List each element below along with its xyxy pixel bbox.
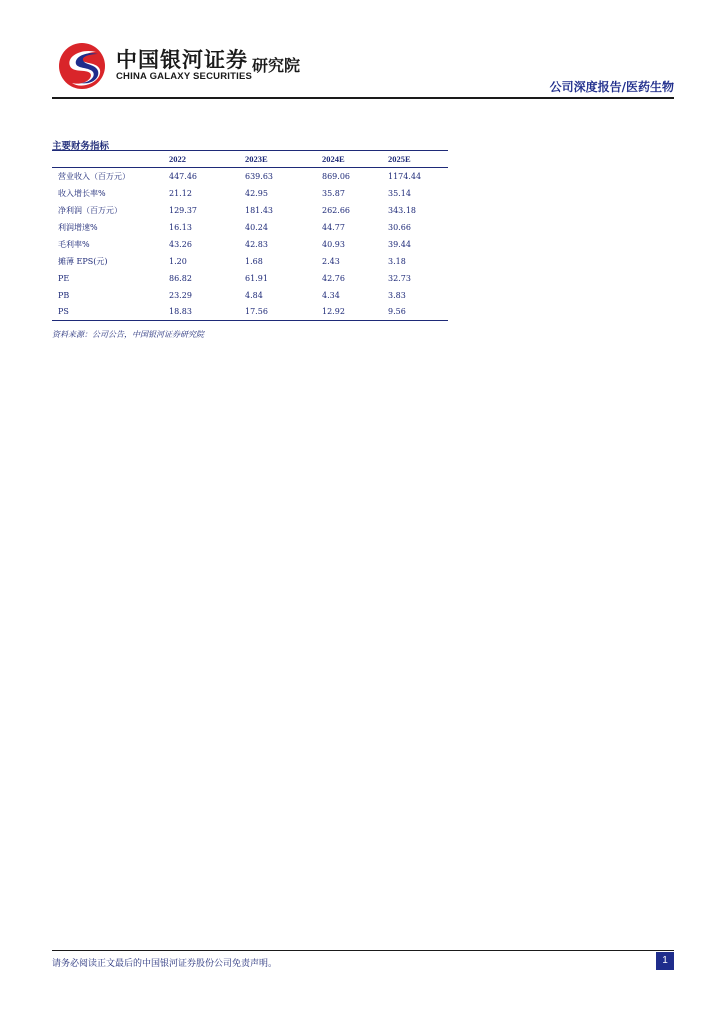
table-cell: 44.77 xyxy=(322,222,345,232)
logo-english-name: CHINA GALAXY SECURITIES xyxy=(116,71,253,82)
table-cell: 17.56 xyxy=(245,304,322,321)
financial-indicators-table xyxy=(52,150,448,321)
table-row xyxy=(52,168,448,185)
footer-disclaimer: 请务必阅读正文最后的中国银河证券股份公司免责声明。 xyxy=(52,959,278,969)
table-cell: 16.13 xyxy=(169,222,192,232)
table-row xyxy=(52,236,448,253)
table-cell: 21.12 xyxy=(169,188,192,198)
table-cell: 181.43 xyxy=(245,205,273,215)
table-cell: 23.29 xyxy=(169,290,192,300)
page-header xyxy=(52,38,674,98)
table-cell: 4.84 xyxy=(245,290,263,300)
row-label: 毛利率% xyxy=(58,239,90,249)
table-cell: 40.93 xyxy=(322,239,345,249)
table-cell: 32.73 xyxy=(388,273,411,283)
table-cell: 42.76 xyxy=(322,273,345,283)
table-cell: 3.83 xyxy=(388,290,406,300)
column-header xyxy=(52,151,169,168)
table-row xyxy=(52,253,448,270)
table-cell: 869.06 xyxy=(322,171,350,181)
column-header: 2025E xyxy=(388,151,448,168)
row-label: 收入增长率% xyxy=(58,188,106,198)
table-cell: 1.20 xyxy=(169,256,187,266)
galaxy-logo-icon xyxy=(56,42,108,90)
table-source-note: 资料来源：公司公告，中国银河证券研究院 xyxy=(52,330,204,339)
column-header: 2023E xyxy=(245,151,322,168)
table-cell: 262.66 xyxy=(322,205,350,215)
table-cell: 35.14 xyxy=(388,188,411,198)
table-cell: 639.63 xyxy=(245,171,273,181)
table-row xyxy=(52,287,448,304)
table-row xyxy=(52,219,448,236)
row-label: 净利润（百万元） xyxy=(58,205,122,215)
table-title: 主要财务指标 xyxy=(52,141,110,152)
footer-divider xyxy=(52,950,674,951)
table-cell: 447.46 xyxy=(169,171,197,181)
row-label: PE xyxy=(58,273,70,283)
column-header: 2024E xyxy=(322,151,388,168)
table-cell: 35.87 xyxy=(322,188,345,198)
logo-chinese-name: 中国银河证券 xyxy=(116,48,248,72)
table-row xyxy=(52,202,448,219)
table-cell: 40.24 xyxy=(245,222,268,232)
table-cell: 86.82 xyxy=(169,273,192,283)
table-row xyxy=(52,270,448,287)
table-cell: 42.83 xyxy=(245,239,268,249)
table-cell: 343.18 xyxy=(388,205,416,215)
header-divider xyxy=(52,97,674,99)
row-label: PS xyxy=(52,304,169,321)
table-cell: 4.34 xyxy=(322,290,340,300)
table-cell: 12.92 xyxy=(322,304,388,321)
table-cell: 43.26 xyxy=(169,239,192,249)
table-row xyxy=(52,185,448,202)
table-cell: 129.37 xyxy=(169,205,197,215)
row-label: 利润增速% xyxy=(58,222,98,232)
table-cell: 39.44 xyxy=(388,239,411,249)
table-cell: 61.91 xyxy=(245,273,268,283)
table-cell: 9.56 xyxy=(388,304,448,321)
column-header: 2022 xyxy=(169,151,245,168)
row-label: 营业收入（百万元） xyxy=(58,171,130,181)
table-cell: 30.66 xyxy=(388,222,411,232)
table-cell: 2.43 xyxy=(322,256,340,266)
page-number: 1 xyxy=(656,952,674,970)
row-label: PB xyxy=(58,290,70,300)
table-cell: 42.95 xyxy=(245,188,268,198)
table-cell: 3.18 xyxy=(388,256,406,266)
report-type: 公司深度报告/医药生物 xyxy=(549,80,674,94)
table-header-row xyxy=(52,151,448,168)
table-cell: 1.68 xyxy=(245,256,263,266)
table-cell: 1174.44 xyxy=(388,171,422,181)
table-row xyxy=(52,304,448,321)
row-label: 摊薄 EPS(元) xyxy=(58,256,108,266)
table-cell: 18.83 xyxy=(169,304,245,321)
logo-institute: 研究院 xyxy=(252,56,301,75)
